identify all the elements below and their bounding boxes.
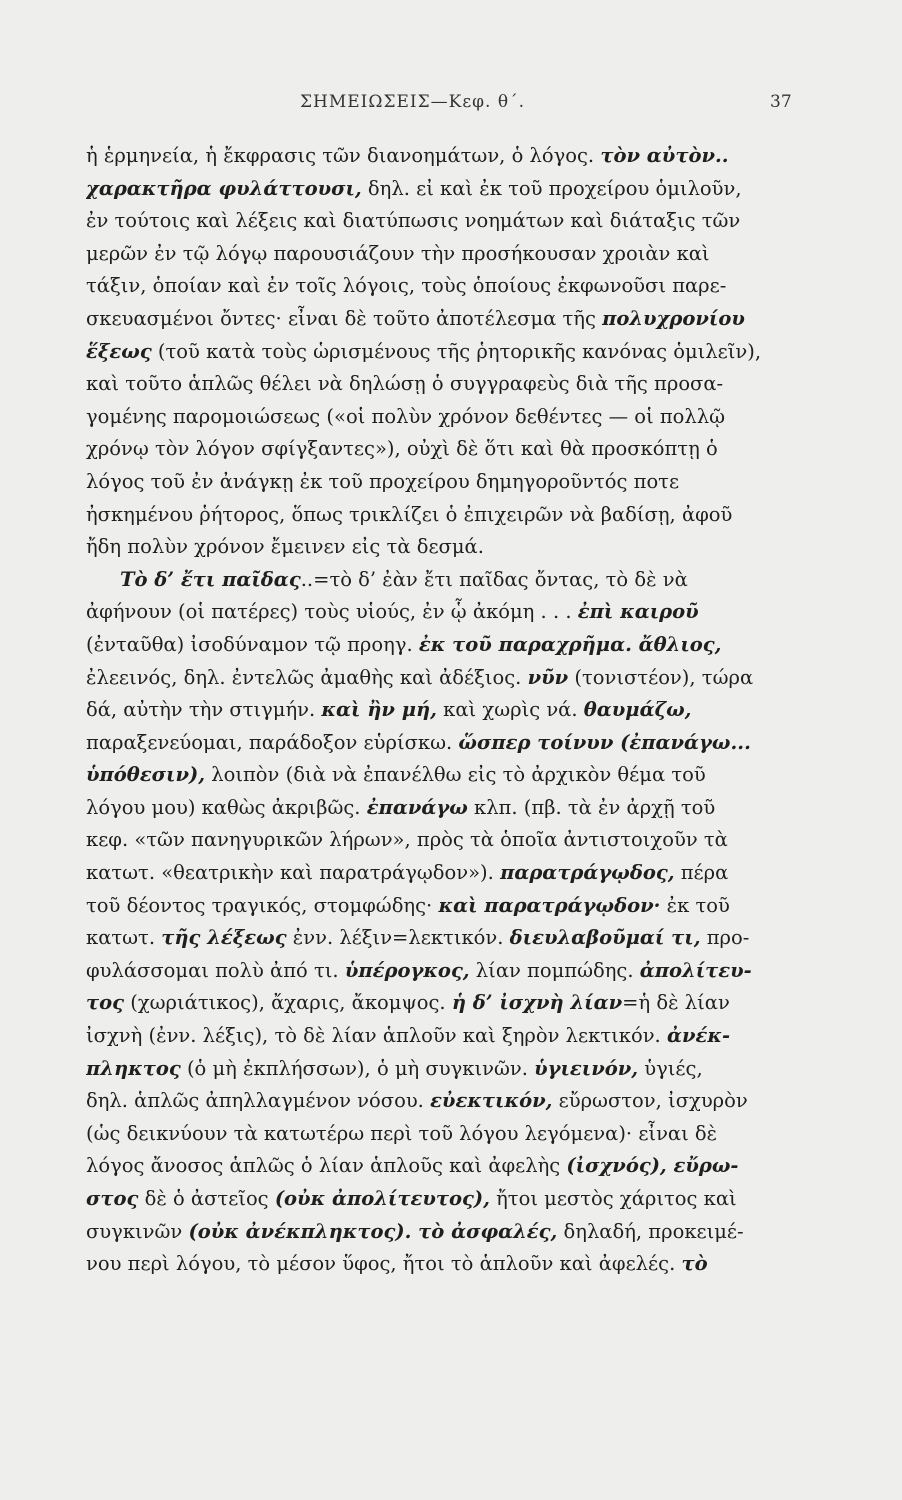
plain-text: γομένης παρομοιώσεως («οἱ πολὺν χρόνον δεθέντες — οἱ πολλῷ [86, 404, 726, 428]
running-header: ΣΗΜΕΙΩΣΕΙΣ—Κεφ. θ΄. [300, 92, 525, 112]
plain-text: κατωτ. «θεατρικὴν καὶ παρατράγῳδον»). [86, 861, 501, 885]
text-line [86, 238, 798, 271]
lemma-text: παρατράγῳδος, [500, 861, 675, 885]
text-line [86, 629, 798, 662]
lemma-text: τῆς λέξεως [161, 926, 287, 950]
plain-text: ἐν τούτοις καὶ λέξεις καὶ διατύπωσις νοημάτων καὶ διάταξις τῶν [86, 209, 741, 233]
plain-text: κατωτ. [86, 926, 162, 950]
text-line [86, 1053, 798, 1086]
text-line [86, 792, 798, 825]
plain-text: δὲ ὁ ἀστεῖος [138, 1187, 275, 1210]
text-line [86, 1020, 798, 1053]
text-line [86, 499, 798, 532]
plain-text: (ἐνταῦθα) ἰσοδύναμον τῷ προηγ. [86, 632, 419, 656]
text-line [86, 336, 798, 369]
plain-text: ἤτοι μεστὸς χάριτος καὶ [489, 1187, 737, 1210]
text-line [86, 662, 798, 695]
plain-text: ἰσχνὴ (ἐνν. λέξις), τὸ δὲ λίαν ἁπλοῦν καὶ ξηρὸν λεκτικόν. [86, 1024, 667, 1048]
lemma-text: εὐεκτικόν, [430, 1089, 553, 1113]
text-line [86, 727, 798, 760]
plain-text: ἀφήνουν (οἱ πατέρες) τοὺς υἱούς, ἐν ᾧ ἀκόμη . . . [86, 600, 578, 624]
text-line [86, 368, 798, 401]
lemma-text: θαυμάζω, [583, 698, 692, 722]
lemma-text: καὶ ἢν μή, [321, 698, 437, 722]
plain-text: (ὡς δεικνύουν τὰ κατωτέρω περὶ τοῦ λόγου λεγόμενα)· εἶναι δὲ [86, 1121, 718, 1145]
lemma-text: τὸ [681, 1252, 708, 1276]
plain-text: δηλ. εἰ καὶ ἐκ τοῦ προχείρου ὁμιλοῦν, [361, 176, 742, 200]
plain-text: λίαν πομπώδης. [469, 958, 640, 982]
plain-text: φυλάσσομαι πολὺ ἀπό τι. [86, 958, 345, 982]
lemma-text: ὑπέρογκος, [344, 958, 470, 982]
lemma-text: ἐπὶ καιροῦ [577, 600, 699, 624]
plain-text: λόγου μου) καθὼς ἀκριβῶς. [86, 795, 367, 819]
lemma-text: ἀνέκ- [666, 1024, 731, 1048]
plain-text: (χωριάτικος), ἄχαρις, ἄκομψος. [124, 991, 452, 1015]
text-line [86, 205, 798, 238]
text-line [86, 824, 798, 857]
page-number: 37 [770, 92, 792, 112]
text-line [86, 955, 798, 988]
plain-text: ἡ ἑρμηνεία, ἡ ἔκφρασις τῶν διανοημάτων, ὁ λόγος. [86, 144, 601, 167]
lemma-text: τος [86, 991, 125, 1015]
text-line [86, 1248, 798, 1281]
text-line [86, 564, 798, 597]
lemma-text: (οὐκ ἀπολίτευτος), [274, 1187, 490, 1210]
plain-text: ὑγιές, [638, 1056, 703, 1080]
commentary-text [86, 140, 798, 1281]
plain-text: ἐκ τοῦ [660, 893, 730, 917]
plain-text: ἐλεεινός, δηλ. ἐντελῶς ἀμαθὴς καὶ ἀδέξιος. [86, 665, 528, 689]
lemma-text: νῦν [527, 665, 569, 689]
lemma-text: χαρακτῆρα φυλάττουσι, [86, 176, 362, 200]
lemma-text: (ἰσχνός), εὔρω- [566, 1154, 739, 1178]
text-line [86, 531, 798, 564]
text-line [86, 922, 798, 955]
text-line [86, 466, 798, 499]
text-line [86, 694, 798, 727]
plain-text: λοιπὸν (διὰ νὰ ἐπανέλθω εἰς τὸ ἀρχικὸν θέμα τοῦ [205, 763, 706, 787]
plain-text: ..=τὸ δ’ ἐὰν ἔτι παῖδας ὄντας, τὸ δὲ νὰ [300, 567, 688, 591]
plain-text: κλπ. (πβ. τὰ ἐν ἀρχῇ τοῦ [467, 795, 716, 819]
text-line [86, 1216, 798, 1249]
plain-text: ἠσκημένου ῥήτορος, ὅπως τρικλίζει ὁ ἐπιχειρῶν νὰ βαδίσῃ, ἀφοῦ [86, 502, 733, 526]
text-line [86, 890, 798, 923]
text-line [86, 987, 798, 1020]
lemma-text: ὑγιεινόν, [534, 1056, 639, 1080]
lemma-text: στος [86, 1187, 139, 1210]
plain-text: =ἡ δὲ λίαν [622, 991, 730, 1015]
plain-text: προ- [700, 926, 750, 950]
plain-text: δηλ. ἁπλῶς ἀπηλλαγμένον νόσου. [86, 1089, 431, 1113]
lemma-text: Τὸ δ’ ἔτι παῖδας [120, 567, 301, 591]
lemma-text: ὑπόθεσιν), [86, 763, 206, 787]
plain-text: ἐνν. λέξιν=λεκτικόν. [286, 926, 510, 950]
plain-text: συγκινῶν [86, 1219, 189, 1243]
lemma-text: ἡ δ’ ἰσχνὴ λίαν [451, 991, 623, 1015]
text-line [86, 1118, 798, 1151]
lemma-text: (οὐκ ἀνέκπληκτος). τὸ ἀσφαλές, [188, 1219, 558, 1243]
plain-text: δά, αὐτὴν τὴν στιγμήν. [86, 698, 322, 722]
text-line [86, 1150, 798, 1183]
lemma-text: ἐκ τοῦ παραχρῆμα. ἄθλιος, [418, 632, 722, 656]
plain-text: πέρα [674, 861, 729, 885]
text-line [86, 596, 798, 629]
lemma-text: πολυχρονίου [602, 306, 745, 330]
plain-text: (ὁ μὴ ἐκπλήσσων), ὁ μὴ συγκινῶν. [180, 1056, 535, 1080]
lemma-text: ἀπολίτευ- [639, 958, 752, 982]
plain-text: καὶ χωρὶς νά. [436, 698, 584, 722]
plain-text: δηλαδή, προκειμέ- [557, 1219, 744, 1243]
plain-text: (τονιστέον), τώρα [568, 665, 754, 689]
plain-text: τάξιν, ὁποίαν καὶ ἐν τοῖς λόγοις, τοὺς ὁποίους ἐκφωνοῦσι παρε- [86, 274, 727, 298]
plain-text: εὔρωστον, ἰσχυρὸν [552, 1089, 748, 1113]
text-line [86, 433, 798, 466]
plain-text: νου περὶ λόγου, τὸ μέσον ὕφος, ἤτοι τὸ ἁπλοῦν καὶ ἀφελές. [86, 1252, 682, 1276]
text-line [86, 303, 798, 336]
plain-text: κεφ. «τῶν πανηγυρικῶν λήρων», πρὸς τὰ ὁποῖα ἀντιστοιχοῦν τὰ [86, 828, 728, 852]
plain-text: καὶ τοῦτο ἁπλῶς θέλει νὰ δηλώσῃ ὁ συγγραφεὺς διὰ τῆς προσα- [86, 372, 724, 396]
plain-text: τοῦ δέοντος τραγικός, στομφώδης· [86, 893, 439, 917]
text-line [86, 270, 798, 303]
plain-text: σκευασμένοι ὄντες· εἶναι δὲ τοῦτο ἀποτέλεσμα τῆς [86, 306, 603, 330]
text-line [86, 1085, 798, 1118]
plain-text: λόγος ἄνοσος ἁπλῶς ὁ λίαν ἁπλοῦς καὶ ἀφελὴς [86, 1154, 567, 1178]
plain-text: παραξενεύομαι, παράδοξον εὑρίσκω. [86, 730, 459, 754]
lemma-text: ἐπανάγω [366, 795, 468, 819]
lemma-text: καὶ παρατράγῳδον· [438, 893, 661, 917]
plain-text: λόγος τοῦ ἐν ἀνάγκῃ ἐκ τοῦ προχείρου δημηγοροῦντός ποτε [86, 469, 680, 493]
text-line [86, 1183, 798, 1216]
lemma-text: ὥσπερ τοίνυν (ἐπανάγω... [458, 730, 751, 754]
text-line [86, 173, 798, 206]
plain-text: μερῶν ἐν τῷ λόγῳ παρουσιάζουν τὴν προσήκουσαν χροιὰν καὶ [86, 241, 710, 265]
plain-text: ἤδη πολὺν χρόνον ἔμεινεν εἰς τὰ δεσμά. [86, 535, 484, 559]
lemma-text: διευλαβοῦμαί τι, [509, 926, 701, 950]
lemma-text: ἕξεως [86, 339, 152, 363]
lemma-text: τὸν αὐτὸν.. [600, 144, 729, 167]
text-line [86, 857, 798, 890]
lemma-text: πληκτος [86, 1056, 181, 1080]
text-line [86, 401, 798, 434]
text-line [86, 140, 798, 173]
plain-text: (τοῦ κατὰ τοὺς ὡρισμένους τῆς ῥητορικῆς κανόνας ὁμιλεῖν), [151, 339, 762, 363]
plain-text: χρόνῳ τὸν λόγον σφίγξαντες»), οὐχὶ δὲ ὅτι καὶ θὰ προσκόπτῃ ὁ [86, 437, 718, 461]
text-line [86, 759, 798, 792]
